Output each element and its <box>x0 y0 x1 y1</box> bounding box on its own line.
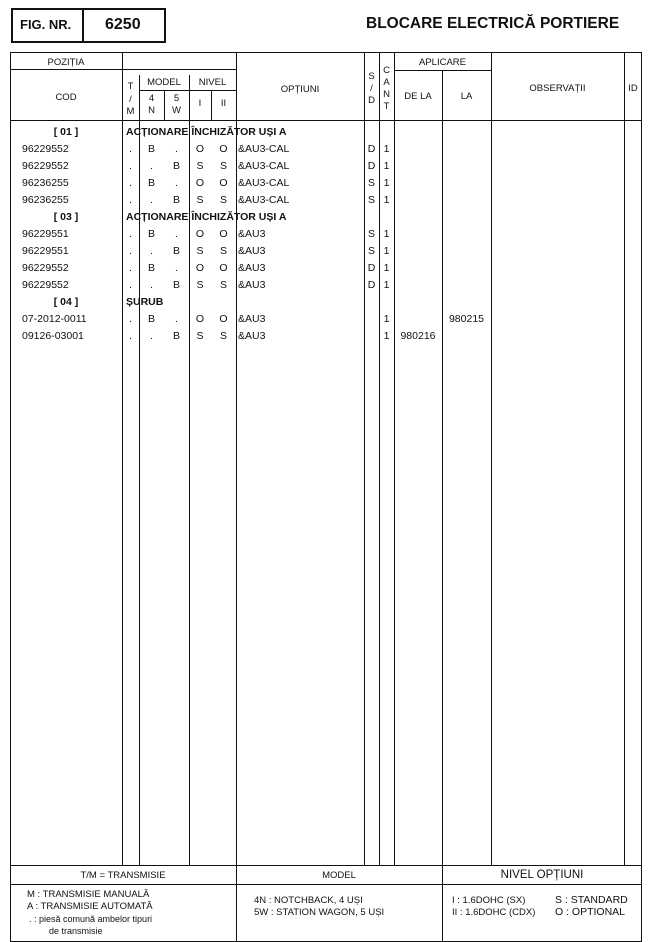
footer-title-line <box>10 884 642 885</box>
cell-opt: &AU3-CAL <box>238 194 290 206</box>
header-model: MODEL <box>147 77 181 88</box>
cell-tm: . <box>129 330 132 342</box>
part-row <box>0 141 652 158</box>
cell-n1: S <box>196 279 204 291</box>
cell-n1: O <box>195 262 205 274</box>
header-tm-slash: / <box>129 94 132 105</box>
cell-cod: 96229552 <box>22 143 69 155</box>
cell-cod: 96229552 <box>22 262 69 274</box>
part-row <box>0 226 652 243</box>
cell-n1: O <box>195 143 205 155</box>
cell-cant: 1 <box>383 228 390 240</box>
cell-n1: O <box>195 228 205 240</box>
group-name: ȘURUB <box>126 296 164 308</box>
cell-m4n: B <box>147 228 155 240</box>
cell-opt: &AU3-CAL <box>238 143 290 155</box>
header-nivel-i: I <box>198 98 202 109</box>
cell-m5w: B <box>172 330 180 342</box>
footer-nivel-title: NIVEL OPȚIUNI <box>500 869 584 881</box>
cell-m4n: B <box>147 177 155 189</box>
part-row <box>0 175 652 192</box>
group-position: [ 04 ] <box>53 296 79 308</box>
part-row <box>0 260 652 277</box>
cell-tm: . <box>129 143 132 155</box>
group-header-row <box>0 209 652 226</box>
cell-cod: 09126-03001 <box>22 330 84 342</box>
cell-m5w: B <box>172 245 180 257</box>
cell-cod: 96229552 <box>22 279 69 291</box>
cell-opt: &AU3 <box>238 330 266 342</box>
group-position: [ 01 ] <box>53 126 79 138</box>
cell-n2: O <box>219 143 228 155</box>
cell-cant: 1 <box>383 313 390 325</box>
part-row <box>0 328 652 345</box>
header-cant-a: A <box>383 77 390 88</box>
cell-sd: S <box>367 245 375 257</box>
cell-n2: O <box>219 228 228 240</box>
cell-sd: D <box>367 160 376 172</box>
cell-opt: &AU3 <box>238 228 266 240</box>
cell-tm: . <box>129 279 132 291</box>
cell-m5w: B <box>172 160 180 172</box>
cell-n1: S <box>196 194 204 206</box>
cell-m4n: . <box>150 279 153 291</box>
part-row <box>0 243 652 260</box>
group-name: ACȚIONARE ÎNCHIZĂTOR UȘI A <box>126 126 287 138</box>
cell-n1: O <box>195 313 205 325</box>
cell-cant: 1 <box>383 262 390 274</box>
cell-m5w: B <box>172 194 180 206</box>
cell-la: 980215 <box>448 313 485 325</box>
footer-nivel-left: I : 1.6DOHC (SX) <box>452 895 526 906</box>
header-cant-n: N <box>383 89 390 100</box>
cell-cod: 96229551 <box>22 245 69 257</box>
header-cant-c: C <box>383 65 390 76</box>
cell-m4n: B <box>147 262 155 274</box>
cell-opt: &AU3 <box>238 313 266 325</box>
cell-m4n: B <box>147 313 155 325</box>
header-sd-s: S <box>368 71 375 82</box>
header-nivel-ii: II <box>220 98 227 109</box>
cell-m5w: . <box>175 313 178 325</box>
cell-cod: 07-2012-0011 <box>22 313 87 325</box>
cell-n1: O <box>195 177 205 189</box>
header-sd-d: D <box>368 95 375 106</box>
page-title: BLOCARE ELECTRICĂ PORTIERE <box>366 15 620 32</box>
cell-cant: 1 <box>383 194 390 206</box>
cell-n2: S <box>219 245 227 257</box>
cell-m5w: . <box>175 143 178 155</box>
group-name: ACȚIONARE ÎNCHIZĂTOR UȘI A <box>126 211 287 223</box>
part-row <box>0 192 652 209</box>
header-observatii: OBSERVAȚII <box>529 83 586 94</box>
footer-nivel-left: II : 1.6DOHC (CDX) <box>452 907 536 918</box>
cell-m4n: . <box>150 245 153 257</box>
cell-tm: . <box>129 245 132 257</box>
header-cant-t: T <box>383 101 390 112</box>
header-bottom <box>10 120 642 121</box>
header-line-1 <box>10 69 236 70</box>
cell-n2: S <box>219 330 227 342</box>
cell-sd: D <box>367 262 376 274</box>
header-nivel: NIVEL <box>198 77 227 88</box>
cell-n1: S <box>196 160 204 172</box>
header-line-model <box>139 90 236 91</box>
footer-model-line: 5W : STATION WAGON, 5 UȘI <box>254 907 385 918</box>
cell-sd: D <box>367 279 376 291</box>
cell-m5w: B <box>172 279 180 291</box>
footer-tm-line: . : piesă comună ambelor tipuri <box>29 914 153 924</box>
header-id: ID <box>628 83 638 94</box>
cell-tm: . <box>129 313 132 325</box>
header-aplicare: APLICARE <box>419 57 466 68</box>
cell-opt: &AU3-CAL <box>238 177 290 189</box>
header-la: LA <box>460 91 473 102</box>
header-pozitia: POZIȚIA <box>47 57 85 68</box>
cell-n1: S <box>196 330 204 342</box>
cell-m5w: . <box>175 177 178 189</box>
cell-n2: O <box>219 262 228 274</box>
header-optiuni: OPȚIUNI <box>280 84 320 95</box>
group-header-row <box>0 124 652 141</box>
cell-tm: . <box>129 177 132 189</box>
cell-cod: 96236255 <box>22 194 69 206</box>
header-tm-m: M <box>126 106 135 117</box>
header-sd-slash: / <box>370 83 373 94</box>
cell-cod: 96236255 <box>22 177 69 189</box>
header-model-5: 5 <box>173 93 180 104</box>
footer-tm-line: A : TRANSMISIE AUTOMATĂ <box>27 901 153 912</box>
cell-m4n: . <box>150 330 153 342</box>
header-cod: COD <box>55 92 77 103</box>
group-header-row <box>0 294 652 311</box>
header-tm-t: T <box>127 81 134 92</box>
cell-n2: S <box>219 279 227 291</box>
header-de-la: DE LA <box>404 91 432 102</box>
footer-nivel-right: S : STANDARD <box>555 894 628 906</box>
header-model-n: N <box>148 105 155 116</box>
footer-tm-line: de transmisie <box>49 926 103 936</box>
cell-opt: &AU3-CAL <box>238 160 290 172</box>
cell-cant: 1 <box>383 330 390 342</box>
cell-m5w: . <box>175 228 178 240</box>
cell-cant: 1 <box>383 279 390 291</box>
cell-cant: 1 <box>383 143 390 155</box>
cell-tm: . <box>129 160 132 172</box>
footer-model-line: 4N : NOTCHBACK, 4 UȘI <box>254 895 363 906</box>
cell-n2: S <box>219 160 227 172</box>
cell-cant: 1 <box>383 245 390 257</box>
cell-m4n: . <box>150 194 153 206</box>
fig-label: FIG. NR. <box>20 17 72 32</box>
part-row <box>0 277 652 294</box>
cell-n2: O <box>219 313 228 325</box>
cell-tm: . <box>129 194 132 206</box>
cell-cant: 1 <box>383 160 390 172</box>
cell-n1: S <box>196 245 204 257</box>
cell-sd: S <box>367 194 375 206</box>
cell-dela: 980216 <box>400 330 436 342</box>
cell-opt: &AU3 <box>238 245 266 257</box>
footer-top <box>10 865 642 866</box>
cell-sd: D <box>367 143 376 155</box>
cell-tm: . <box>129 262 132 274</box>
cell-opt: &AU3 <box>238 262 266 274</box>
cell-opt: &AU3 <box>238 279 266 291</box>
cell-m4n: . <box>150 160 153 172</box>
header-model-4: 4 <box>148 93 155 104</box>
part-row <box>0 158 652 175</box>
cell-tm: . <box>129 228 132 240</box>
cell-cod: 96229551 <box>22 228 69 240</box>
fig-number: 6250 <box>105 16 141 33</box>
cell-n2: S <box>219 194 227 206</box>
cell-m4n: B <box>147 143 155 155</box>
cell-sd: S <box>367 228 375 240</box>
part-row <box>0 311 652 328</box>
cell-cod: 96229552 <box>22 160 69 172</box>
cell-cant: 1 <box>383 177 390 189</box>
cell-sd: S <box>367 177 375 189</box>
header-model-w: W <box>172 105 181 116</box>
cell-m5w: . <box>175 262 178 274</box>
footer-model-title: MODEL <box>322 870 356 881</box>
footer-tm-title: T/M = TRANSMISIE <box>80 870 166 881</box>
group-position: [ 03 ] <box>53 211 79 223</box>
footer-tm-line: M : TRANSMISIE MANUALĂ <box>27 889 150 900</box>
footer-nivel-right: O : OPTIONAL <box>555 906 626 918</box>
cell-n2: O <box>219 177 228 189</box>
